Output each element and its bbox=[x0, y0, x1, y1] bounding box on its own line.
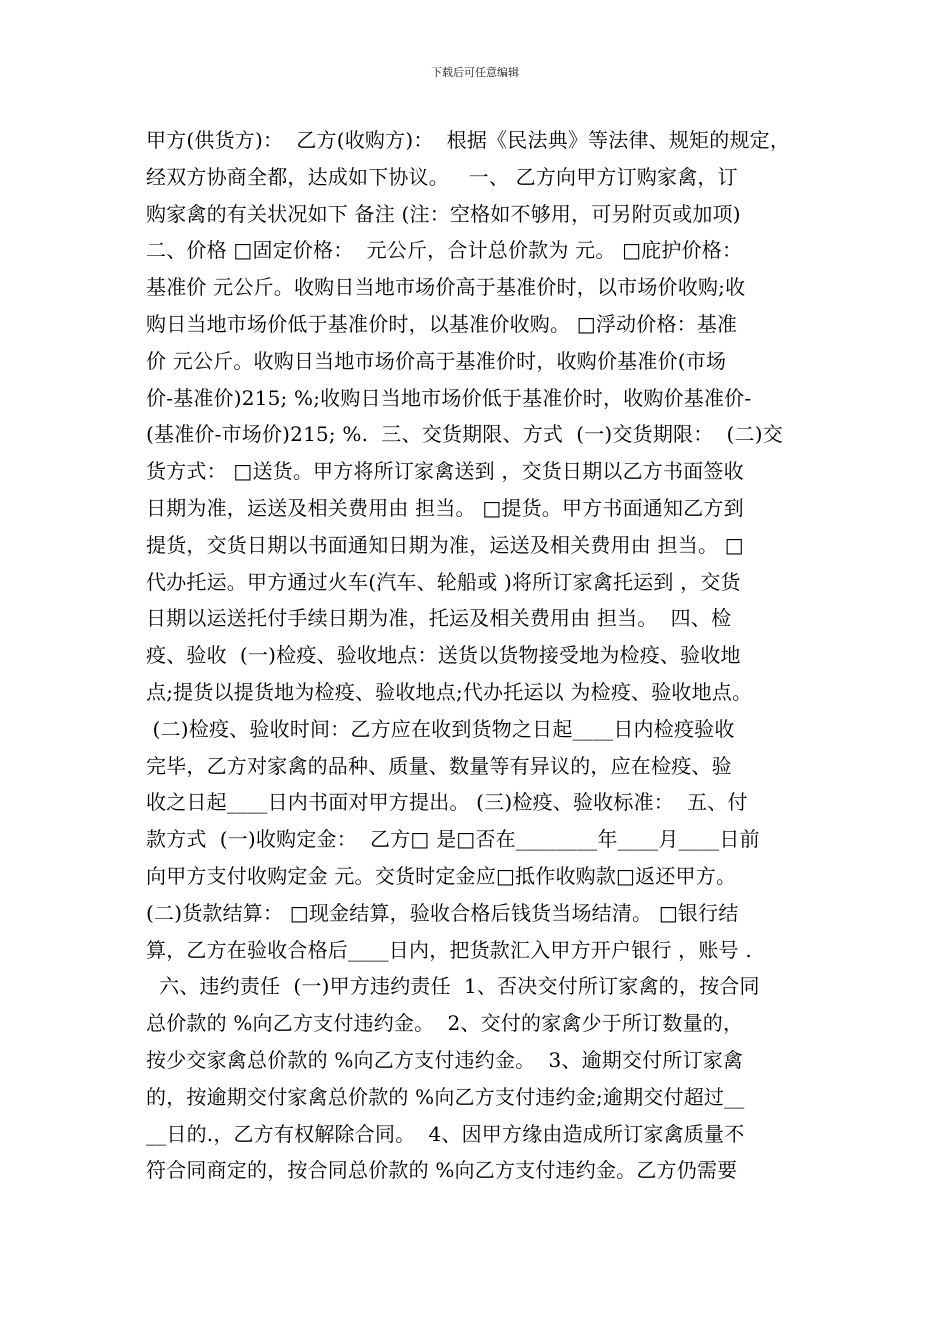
body-line: 价-基准价)215; %;收购日当地市场价低于基准价时，收购价基准价- bbox=[146, 385, 752, 410]
body-line: 甲方(供货方)： 乙方(收购方)： 根据《民法典》等法律、规矩的规定， bbox=[146, 128, 791, 152]
body-line: 疫、验收 (一)检疫、验收地点：送货以货物接受地为检疫、验收地 bbox=[146, 643, 741, 668]
body-line: 购日当地市场价低于基准价时，以基准价收购。 □浮动价格：基准 bbox=[146, 311, 738, 336]
body-line: 收之日起____日内书面对甲方提出。 (三)检疫、验收标准： 五、付 bbox=[146, 790, 748, 815]
body-line: 日期为准，运送及相关费用由 担当。 □提货。甲方书面通知乙方到 bbox=[146, 495, 744, 520]
body-line: 向甲方支付收购定金 元。交货时定金应□抵作收购款□返还甲方。 bbox=[146, 863, 737, 888]
body-line: (二)检疫、验收时间：乙方应在收到货物之日起____日内检疫验收 bbox=[146, 716, 735, 741]
body-line: 二、价格 □固定价格： 元公斤，合计总价款为 元。 □庇护价格： bbox=[146, 238, 743, 263]
body-line: 算，乙方在验收合格后____日内，把货款汇入甲方开户银行 ，账号 . bbox=[146, 937, 752, 962]
body-line: 购家禽的有关状况如下 备注 (注：空格如不够用，可另附页或加项) bbox=[146, 201, 741, 226]
body-line: 符合同商定的，按合同总价款的 %向乙方支付违约金。乙方仍需要 bbox=[146, 1158, 738, 1183]
body-line: (二)货款结算： □现金结算，验收合格后钱货当场结清。 □银行结 bbox=[146, 900, 739, 925]
document-body bbox=[146, 122, 816, 1189]
body-line: 完毕，乙方对家禽的品种、质量、数量等有异议的，应在检疫、验 bbox=[146, 753, 732, 778]
body-line: (基准价-市场价)215; %. 三、交货期限、方式 (一)交货期限： (二)交 bbox=[146, 422, 783, 447]
body-line: __日的.，乙方有权解除合同。 4、因甲方缘由造成所订家禽质量不 bbox=[146, 1121, 745, 1146]
body-line: 代办托运。甲方通过火车(汽车、轮船或 )将所订家禽托运到 ，交货 bbox=[146, 569, 741, 594]
body-line: 基准价 元公斤。收购日当地市场价高于基准价时，以市场价收购;收 bbox=[146, 275, 746, 300]
body-line: 款方式 (一)收购定金： 乙方□ 是□否在________年____月____日前 bbox=[146, 827, 760, 852]
body-line: 点;提货以提货地为检疫、验收地点;代办托运以 为检疫、验收地点。 bbox=[146, 679, 753, 704]
body-line: 日期以运送托付手续日期为准，托运及相关费用由 担当。 四、检 bbox=[146, 606, 732, 631]
body-line: 经双方协商全都，达成如下协议。 一、 乙方向甲方订购家禽，订 bbox=[146, 164, 738, 189]
body-line: 货方式： □送货。甲方将所订家禽送到 ，交货日期以乙方书面签收 bbox=[146, 459, 744, 484]
header-note: 下载后可任意编辑 bbox=[431, 66, 519, 79]
body-line: 的，按逾期交付家禽总价款的 %向乙方支付违约金;逾期交付超过__ bbox=[146, 1084, 745, 1109]
body-line: 总价款的 %向乙方支付违约金。 2、交付的家禽少于所订数量的， bbox=[146, 1011, 744, 1036]
body-line: 六、违约责任 (一)甲方违约责任 1、否决交付所订家禽的，按合同 bbox=[146, 974, 760, 999]
body-line: 价 元公斤。收购日当地市场价高于基准价时，收购价基准价(市场 bbox=[146, 348, 727, 373]
body-line: 按少交家禽总价款的 %向乙方支付违约金。 3、逾期交付所订家禽 bbox=[146, 1047, 744, 1072]
body-line: 提货，交货日期以书面通知日期为准，运送及相关费用由 担当。 □ bbox=[146, 532, 744, 557]
